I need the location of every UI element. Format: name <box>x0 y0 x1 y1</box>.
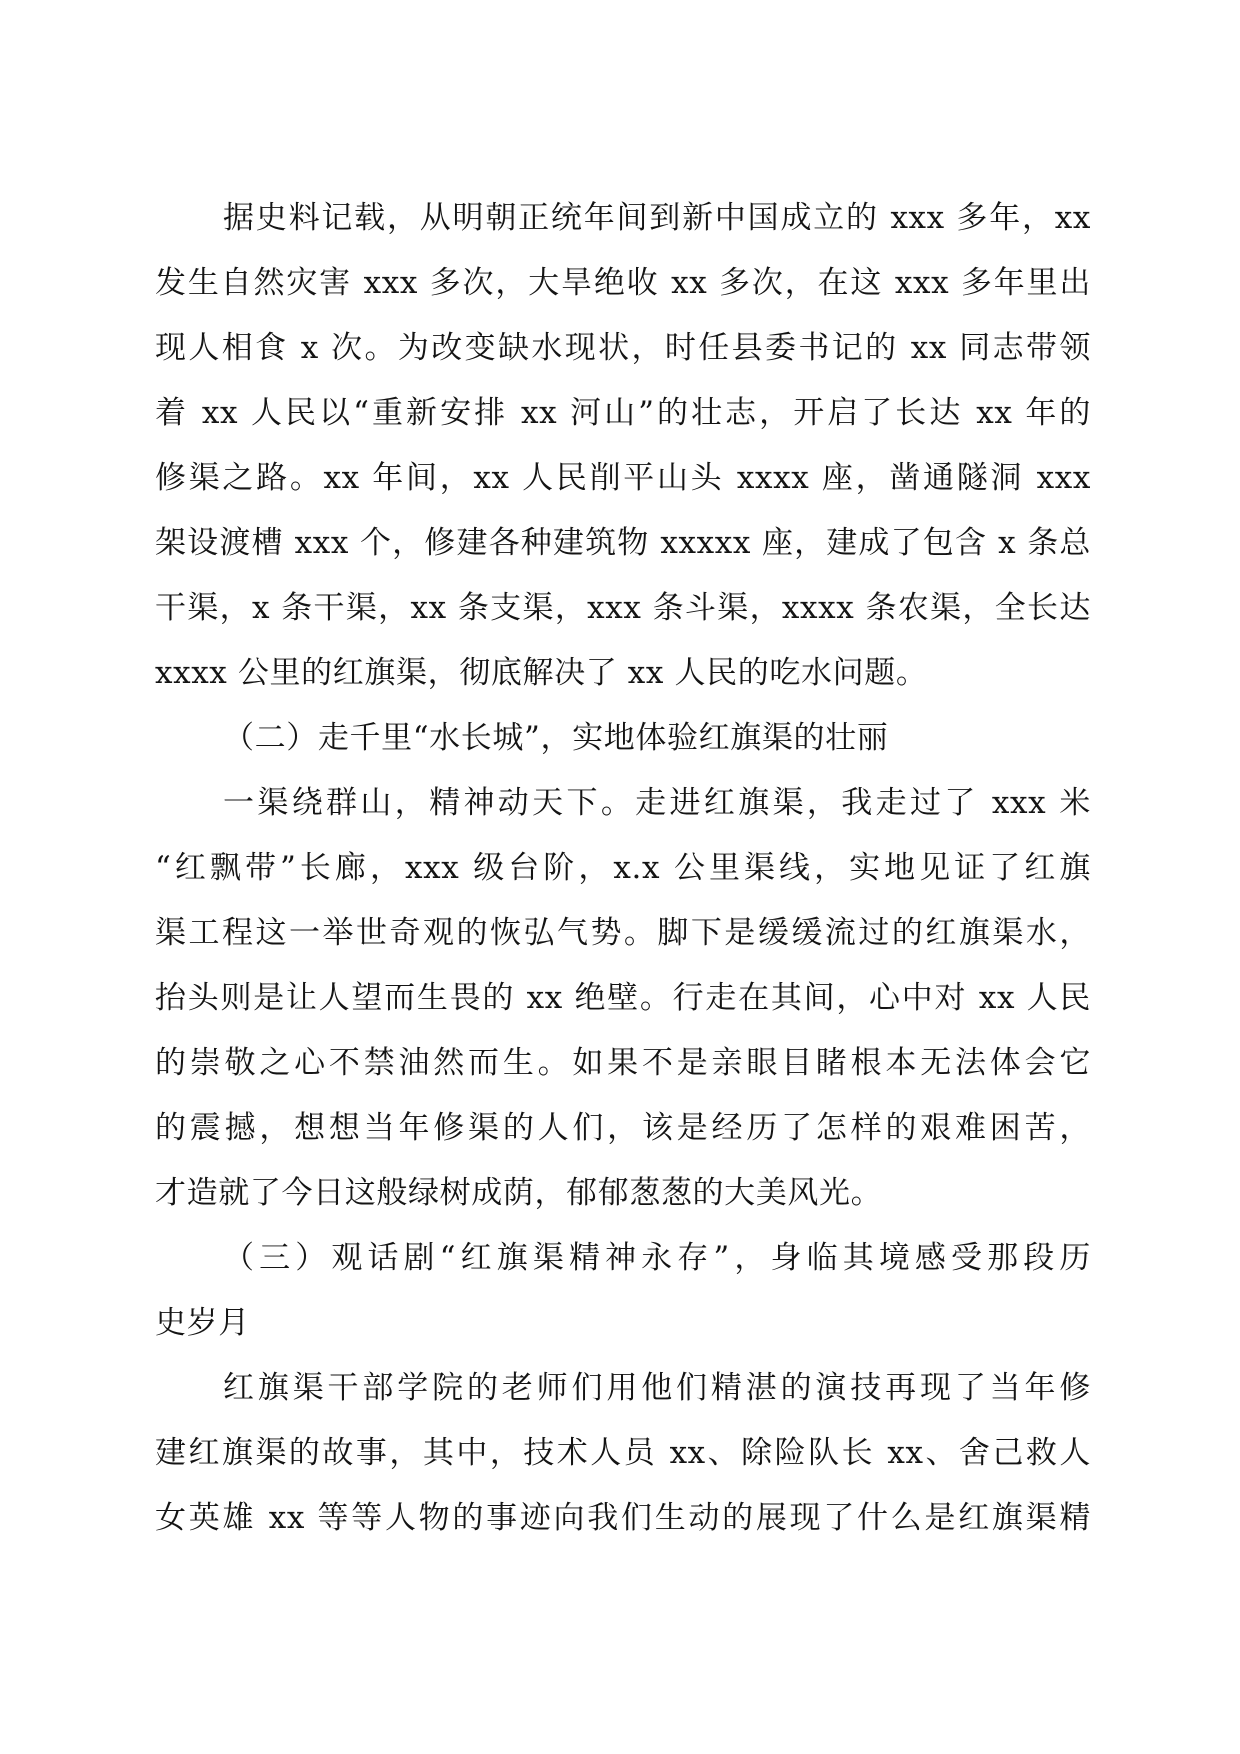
section-heading: （二）走千里“水长城”，实地体验红旗渠的壮丽 <box>223 720 889 756</box>
body-text-line: 抬头则是让人望而生畏的 xx 绝壁。行走在其间，心中对 xx 人民 <box>155 980 1091 1016</box>
document-body <box>155 186 1091 1551</box>
section-heading-continuation: 史岁月 <box>155 1305 250 1341</box>
body-text-line: 架设渡槽 xxx 个，修建各种建筑物 xxxxx 座，建成了包含 x 条总 <box>155 525 1091 561</box>
section-heading: （三）观话剧“红旗渠精神永存”，身临其境感受那段历 <box>223 1240 1091 1276</box>
body-text-line: 女英雄 xx 等等人物的事迹向我们生动的展现了什么是红旗渠精 <box>155 1500 1091 1536</box>
body-text-line: 据史料记载，从明朝正统年间到新中国成立的 xxx 多年，xx <box>223 200 1091 236</box>
body-text-line: 渠工程这一举世奇观的恢弘气势。脚下是缓缓流过的红旗渠水， <box>155 915 1091 951</box>
body-text-line: 修渠之路。xx 年间，xx 人民削平山头 xxxx 座，凿通隧洞 xxx <box>155 460 1091 496</box>
body-text-line: 建红旗渠的故事，其中，技术人员 xx、除险队长 xx、舍己救人 <box>155 1435 1091 1471</box>
body-text-line: 的崇敬之心不禁油然而生。如果不是亲眼目睹根本无法体会它 <box>155 1045 1091 1081</box>
body-text-line: 的震撼，想想当年修渠的人们，该是经历了怎样的艰难困苦， <box>155 1110 1091 1146</box>
body-text-line: 红旗渠干部学院的老师们用他们精湛的演技再现了当年修 <box>223 1370 1091 1406</box>
body-text-line: “红飘带”长廊，xxx 级台阶，x.x 公里渠线，实地见证了红旗 <box>155 850 1091 886</box>
body-text-line: 才造就了今日这般绿树成荫，郁郁葱葱的大美风光。 <box>155 1175 883 1211</box>
body-text-line: xxxx 公里的红旗渠，彻底解决了 xx 人民的吃水问题。 <box>155 655 928 691</box>
body-text-line: 着 xx 人民以“重新安排 xx 河山”的壮志，开启了长达 xx 年的 <box>155 395 1091 431</box>
body-text-line: 一渠绕群山，精神动天下。走进红旗渠，我走过了 xxx 米 <box>223 785 1091 821</box>
body-text-line: 干渠，x 条干渠，xx 条支渠，xxx 条斗渠，xxxx 条农渠，全长达 <box>155 590 1091 626</box>
body-text-line: 发生自然灾害 xxx 多次，大旱绝收 xx 多次，在这 xxx 多年里出 <box>155 265 1091 301</box>
body-text-line: 现人相食 x 次。为改变缺水现状，时任县委书记的 xx 同志带领 <box>155 330 1091 366</box>
